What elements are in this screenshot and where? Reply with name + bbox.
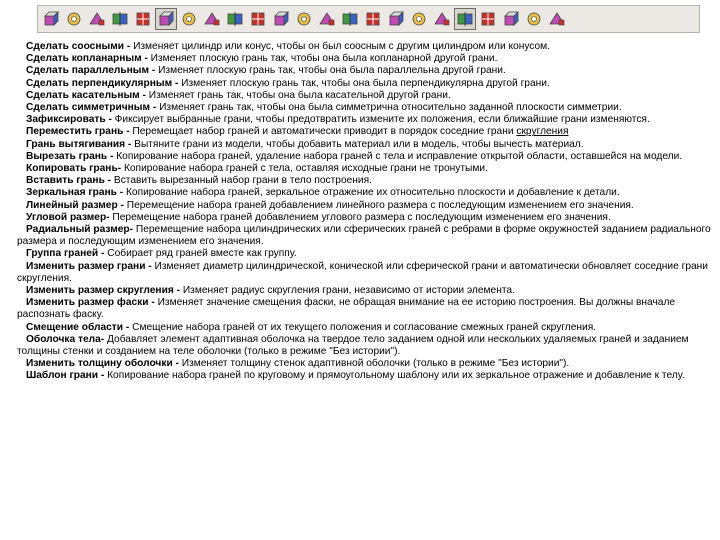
cut-face-button[interactable] xyxy=(86,8,108,30)
entry-description: Фиксирует выбранные грани, чтобы предотвратить измените их положения, если ближайшие грани изменяются. xyxy=(111,114,650,126)
definition-entry xyxy=(17,151,717,163)
entry-term: Сделать касательным - xyxy=(26,89,146,101)
entry-description: Вставить вырезанный набор грани в тело построения. xyxy=(111,175,372,187)
entry-description: Вытяните грани из модели, чтобы добавить материал или в модель, чтобы вычесть материал. xyxy=(131,138,584,150)
radial-dimension-icon xyxy=(226,10,244,28)
definition-entry xyxy=(17,248,717,260)
copy-face-icon xyxy=(111,10,129,28)
offset-region-icon xyxy=(341,10,359,28)
coaxial-button[interactable] xyxy=(431,8,453,30)
entry-term: Копировать грань- xyxy=(26,163,122,175)
cut-face-icon xyxy=(88,10,106,28)
face-template-button[interactable] xyxy=(408,8,430,30)
mirror-face-icon xyxy=(157,10,175,28)
entry-description: Изменяет плоскую грань так, чтобы она была параллельна другой грани. xyxy=(155,65,506,77)
entry-description: Копирование набора граней, зеркальное отражение их относительно плоскости и добавление к детали. xyxy=(123,187,620,199)
coplanar-icon xyxy=(456,10,474,28)
entry-term: Оболочка тела- xyxy=(26,333,105,345)
perpendicular-button[interactable] xyxy=(500,8,522,30)
entry-term: Изменить толщину оболочки - xyxy=(26,358,179,370)
extrude-face-icon xyxy=(65,10,83,28)
parallel-icon xyxy=(479,10,497,28)
entry-term: Шаблон грани - xyxy=(26,370,105,382)
entry-description: Перемещение набора граней добавлением линейного размера с последующим изменением его значения. xyxy=(123,199,634,211)
entry-description: Копирование набора граней с тела, оставляя исходные грани не тронутыми. xyxy=(121,163,488,175)
entry-term: Грань вытягивания - xyxy=(26,138,132,150)
angular-dimension-button[interactable] xyxy=(201,8,223,30)
entry-term: Смещение области - xyxy=(26,321,130,333)
entry-term: Вставить грань - xyxy=(26,175,112,187)
paste-face-button[interactable] xyxy=(132,8,154,30)
entry-term: Сделать копланарным - xyxy=(26,53,148,65)
shell-thickness-icon xyxy=(387,10,405,28)
linear-pattern-icon xyxy=(180,10,198,28)
angular-dimension-icon xyxy=(203,10,221,28)
face-template-icon xyxy=(410,10,428,28)
definition-entry xyxy=(17,285,717,297)
symmetric-button[interactable] xyxy=(546,8,568,30)
definition-entry xyxy=(17,90,717,102)
entry-description: Копирование набора граней, удаление набора граней с тела и исправление открытой области, оставшейся на модели. xyxy=(113,150,683,162)
chamfer-resize-icon xyxy=(318,10,336,28)
entry-description: Изменяет плоскую грань так, чтобы она была перпендикулярна другой грани. xyxy=(178,77,550,89)
mirror-face-button[interactable] xyxy=(155,8,177,30)
entry-description: Копирование набора граней по круговому и прямоугольному шаблону или их зеркальное отражение и добавление к телу. xyxy=(104,370,685,382)
resize-face-icon xyxy=(272,10,290,28)
entry-term: Линейный размер - xyxy=(26,199,124,211)
definition-entry xyxy=(17,53,717,65)
definition-entry xyxy=(17,212,717,224)
entry-description: Собирает ряд граней вместе как группу. xyxy=(104,248,297,260)
definition-entry xyxy=(17,175,717,187)
entry-description: Изменяет толщину стенок адаптивной оболочки (только в режиме "Без истории"). xyxy=(178,358,570,370)
definition-entry xyxy=(17,358,717,370)
entry-term: Изменить размер грани - xyxy=(26,260,152,272)
definition-entry xyxy=(17,200,717,212)
entry-term: Угловой размер- xyxy=(26,211,110,223)
copy-face-button[interactable] xyxy=(109,8,131,30)
entry-term: Сделать параллельным - xyxy=(26,65,156,77)
entry-term: Сделать соосными - xyxy=(26,41,131,52)
entry-description: Изменяет радиус скругления грани, независимо от истории элемента. xyxy=(180,285,515,297)
resize-face-button[interactable] xyxy=(270,8,292,30)
offset-region-button[interactable] xyxy=(339,8,361,30)
definition-entry xyxy=(17,297,717,321)
move-face-button[interactable] xyxy=(40,8,62,30)
definition-entry xyxy=(17,370,717,382)
paste-face-icon xyxy=(134,10,152,28)
body-shell-icon xyxy=(364,10,382,28)
definition-entry xyxy=(17,114,717,126)
radial-dimension-button[interactable] xyxy=(224,8,246,30)
tangent-button[interactable] xyxy=(523,8,545,30)
entry-term: Переместить грань - xyxy=(26,126,130,138)
shell-thickness-button[interactable] xyxy=(385,8,407,30)
coplanar-button[interactable] xyxy=(454,8,476,30)
definition-entry xyxy=(17,126,717,138)
definition-entry xyxy=(17,78,717,90)
document-body xyxy=(17,41,717,383)
toolbar xyxy=(37,5,700,33)
entry-term: Изменить размер фаски - xyxy=(26,297,155,309)
entry-term: Зеркальная грань - xyxy=(26,187,124,199)
entry-term: Сделать перпендикулярным - xyxy=(26,77,179,89)
entry-underlined-word: скругления xyxy=(516,126,569,138)
definition-entry xyxy=(17,163,717,175)
entry-description: Добавляет элемент адаптивная оболочка на твердое тело заданием одной или нескольких удаляемых граней и заданием толщины стенки и созданием на теле оболочки (только в режиме "Без истории"). xyxy=(17,333,689,358)
entry-term: Сделать симметричным - xyxy=(26,102,157,114)
entry-term: Вырезать грань - xyxy=(26,150,114,162)
definition-entry xyxy=(17,334,717,358)
group-faces-icon xyxy=(249,10,267,28)
entry-term: Зафиксировать - xyxy=(26,114,112,126)
chamfer-resize-button[interactable] xyxy=(316,8,338,30)
definition-entry xyxy=(17,139,717,151)
move-face-icon xyxy=(42,10,60,28)
entry-term: Радиальный размер- xyxy=(26,224,134,236)
coaxial-icon xyxy=(433,10,451,28)
definition-entry xyxy=(17,261,717,285)
entry-description: Изменяет цилиндр или конус, чтобы он был соосным с другим цилиндром или конусом. xyxy=(130,41,551,52)
entry-description: Изменяет диаметр цилиндрической, конической или сферической грани и автоматически обновляет соседние грани скругления. xyxy=(17,260,708,284)
entry-term: Изменить размер скругления - xyxy=(26,285,181,297)
tangent-icon xyxy=(525,10,543,28)
definition-entry xyxy=(17,41,717,53)
definition-entry xyxy=(17,224,717,248)
linear-pattern-button[interactable] xyxy=(178,8,200,30)
fillet-resize-icon xyxy=(295,10,313,28)
definition-entry xyxy=(17,322,717,334)
symmetric-icon xyxy=(548,10,566,28)
extrude-face-button[interactable] xyxy=(63,8,85,30)
entry-description: Изменяет грань так, чтобы она была симметрична относительно заданной плоскости симметрии. xyxy=(156,102,622,114)
parallel-button[interactable] xyxy=(477,8,499,30)
perpendicular-icon xyxy=(502,10,520,28)
entry-term: Группа граней - xyxy=(26,248,105,260)
entry-description: Изменяет грань так, чтобы она была касательной другой грани. xyxy=(145,89,451,101)
entry-description: Изменяет плоскую грань так, чтобы она была копланарной другой грани. xyxy=(147,53,498,65)
entry-description: Изменяет значение смещения фаски, не обращая внимание на ее историю построения. Вы должны вначале распознать фаску. xyxy=(17,297,676,321)
group-faces-button[interactable] xyxy=(247,8,269,30)
entry-description: Смещение набора граней от их текущего положения и согласование смежных граней скругления. xyxy=(129,321,597,333)
body-shell-button[interactable] xyxy=(362,8,384,30)
definition-entry xyxy=(17,102,717,114)
definition-entry xyxy=(17,65,717,77)
fillet-resize-button[interactable] xyxy=(293,8,315,30)
entry-description: Перемещение набора цилиндрических или сферических граней с ребрами в форме окружностей заданием радиального размера и последующим изменением его значения. xyxy=(17,224,711,248)
entry-description: Перемещение набора граней добавлением углового размера с последующим изменением его значения. xyxy=(109,211,611,223)
definition-entry xyxy=(17,187,717,199)
entry-description: Перемещает набор граней и автоматически приводит в порядок соседние грани xyxy=(129,126,517,138)
